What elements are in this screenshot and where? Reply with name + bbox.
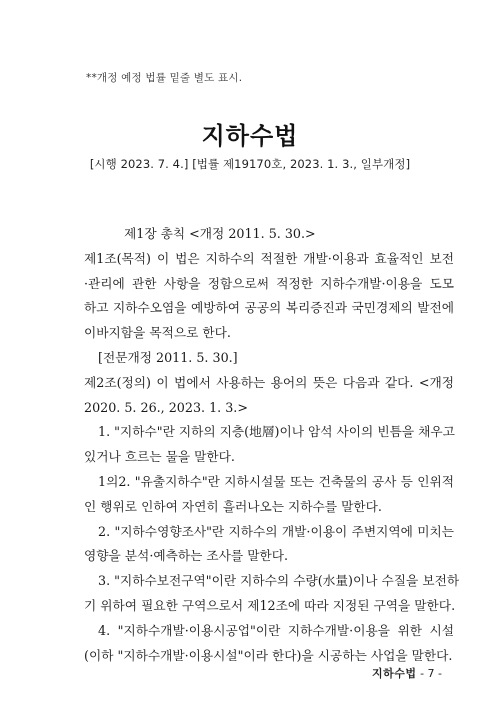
article-1-line: 제1조(목적) 이 법은 지하수의 적절한 개발·이용과 효율적인 보전: [84, 250, 454, 266]
law-body: [84, 222, 460, 668]
page-number: - 7 -: [420, 667, 442, 680]
article-2-line: 제2조(정의) 이 법에서 사용하는 용어의 뜻은 다음과 같다. <개정: [84, 374, 454, 390]
definition-3-line: 기 위하여 필요한 구역으로서 제12조에 따라 지정된 구역을 말한다.: [84, 597, 456, 613]
definition-3-line: 3. "지하수보전구역"이란 지하수의 수량(水量)이나 수질을 보전하: [98, 573, 460, 589]
definition-1-line: 1. "지하수"란 지하의 지층(地層)이나 암석 사이의 빈틈을 채우고: [98, 424, 455, 440]
definition-1-2-line: 1의2. "유출지하수"란 지하시설물 또는 건축물의 공사 등 인위적: [98, 473, 454, 489]
article-1-line: 하고 지하수오염을 예방하여 공공의 복리증진과 국민경제의 발전에: [84, 300, 454, 316]
article-1-line: 이바지함을 목적으로 한다.: [84, 325, 231, 341]
definition-2-line: 영향을 분석·예측하는 조사를 말한다.: [84, 548, 289, 564]
definition-2-line: 2. "지하수영향조사"란 지하수의 개발·이용이 주변지역에 미치는: [98, 523, 454, 539]
footer-law-title: 지하수법: [372, 667, 417, 680]
article-2-line: 2020. 5. 26., 2023. 1. 3.>: [84, 399, 248, 415]
definition-4-line: 4. "지하수개발·이용시공업"이란 지하수개발·이용을 위한 시설: [98, 622, 454, 638]
definition-1-line: 있거나 흐르는 물을 말한다.: [84, 449, 235, 465]
page-footer: [372, 665, 442, 681]
definition-1-2-line: 인 행위로 인하여 자연히 흘러나오는 지하수를 말한다.: [84, 498, 382, 514]
enforcement-info: [시행 2023. 7. 4.] [법률 제19170호, 2023. 1. 3., 일부개정]: [89, 157, 411, 171]
article-1-line: ·관리에 관한 사항을 정함으로써 적정한 지하수개발·이용을 도모: [84, 275, 454, 291]
amendment-note: **개정 예정 법률 밑줄 별도 표시.: [86, 72, 243, 84]
definition-4-line: (이하 "지하수개발·이용시설"이라 한다)을 시공하는 사업을 말한다.: [84, 647, 453, 663]
page-title: 지하수법: [201, 122, 299, 150]
chapter-heading: 제1장 총칙 <개정 2011. 5. 30.>: [124, 226, 316, 241]
full-revision-note: [전문개정 2011. 5. 30.]: [98, 349, 238, 365]
